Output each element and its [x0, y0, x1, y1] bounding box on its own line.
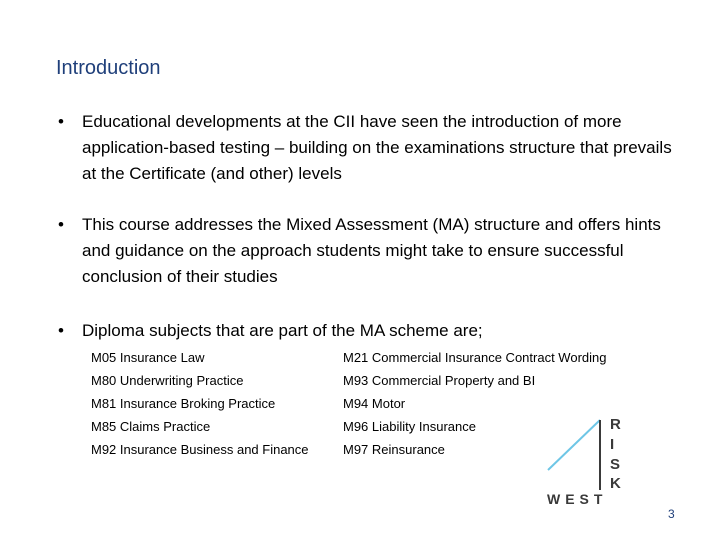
logo-wordmark: WEST — [547, 491, 608, 507]
slide-title: Introduction — [56, 57, 161, 79]
bullet-text: Diploma subjects that are part of the MA scheme are; — [82, 321, 483, 340]
subject-item: M96 Liability Insurance — [343, 419, 476, 434]
logo-diagonal-line — [548, 420, 600, 470]
subject-item: M93 Commercial Property and BI — [343, 373, 536, 388]
subject-item: M85 Claims Practice — [91, 419, 211, 434]
subject-item: M97 Reinsurance — [343, 442, 445, 457]
subjects-list-left — [91, 346, 309, 461]
logo-letter: R — [610, 416, 621, 433]
subject-item: M80 Underwriting Practice — [91, 373, 244, 388]
page-number: 3 — [668, 507, 675, 521]
bullet-symbol: • — [58, 215, 64, 234]
bullet-text: Educational developments at the CII have seen the introduction of more application-based testing – building on the examinations structure that prevails at the Certificate (and other) levels — [82, 112, 672, 183]
logo-letter: S — [610, 456, 621, 473]
bullet-item — [56, 109, 686, 187]
bullet-text: This course addresses the Mixed Assessment (MA) structure and offers hints and guidance on the approach students might take to ensure successful conclusion of their studies — [82, 215, 661, 286]
logo-letter: K — [610, 475, 621, 492]
logo-letter: I — [610, 436, 615, 453]
bullet-symbol: • — [58, 112, 64, 131]
bullet-item — [56, 318, 686, 344]
subject-item: M92 Insurance Business and Finance — [91, 442, 309, 457]
bullet-symbol: • — [58, 321, 64, 340]
subject-item: M94 Motor — [343, 396, 406, 411]
bullet-item — [56, 212, 686, 290]
subject-item: M05 Insurance Law — [91, 350, 205, 365]
subject-item: M21 Commercial Insurance Contract Wording — [343, 350, 607, 365]
subject-item: M81 Insurance Broking Practice — [91, 396, 276, 411]
